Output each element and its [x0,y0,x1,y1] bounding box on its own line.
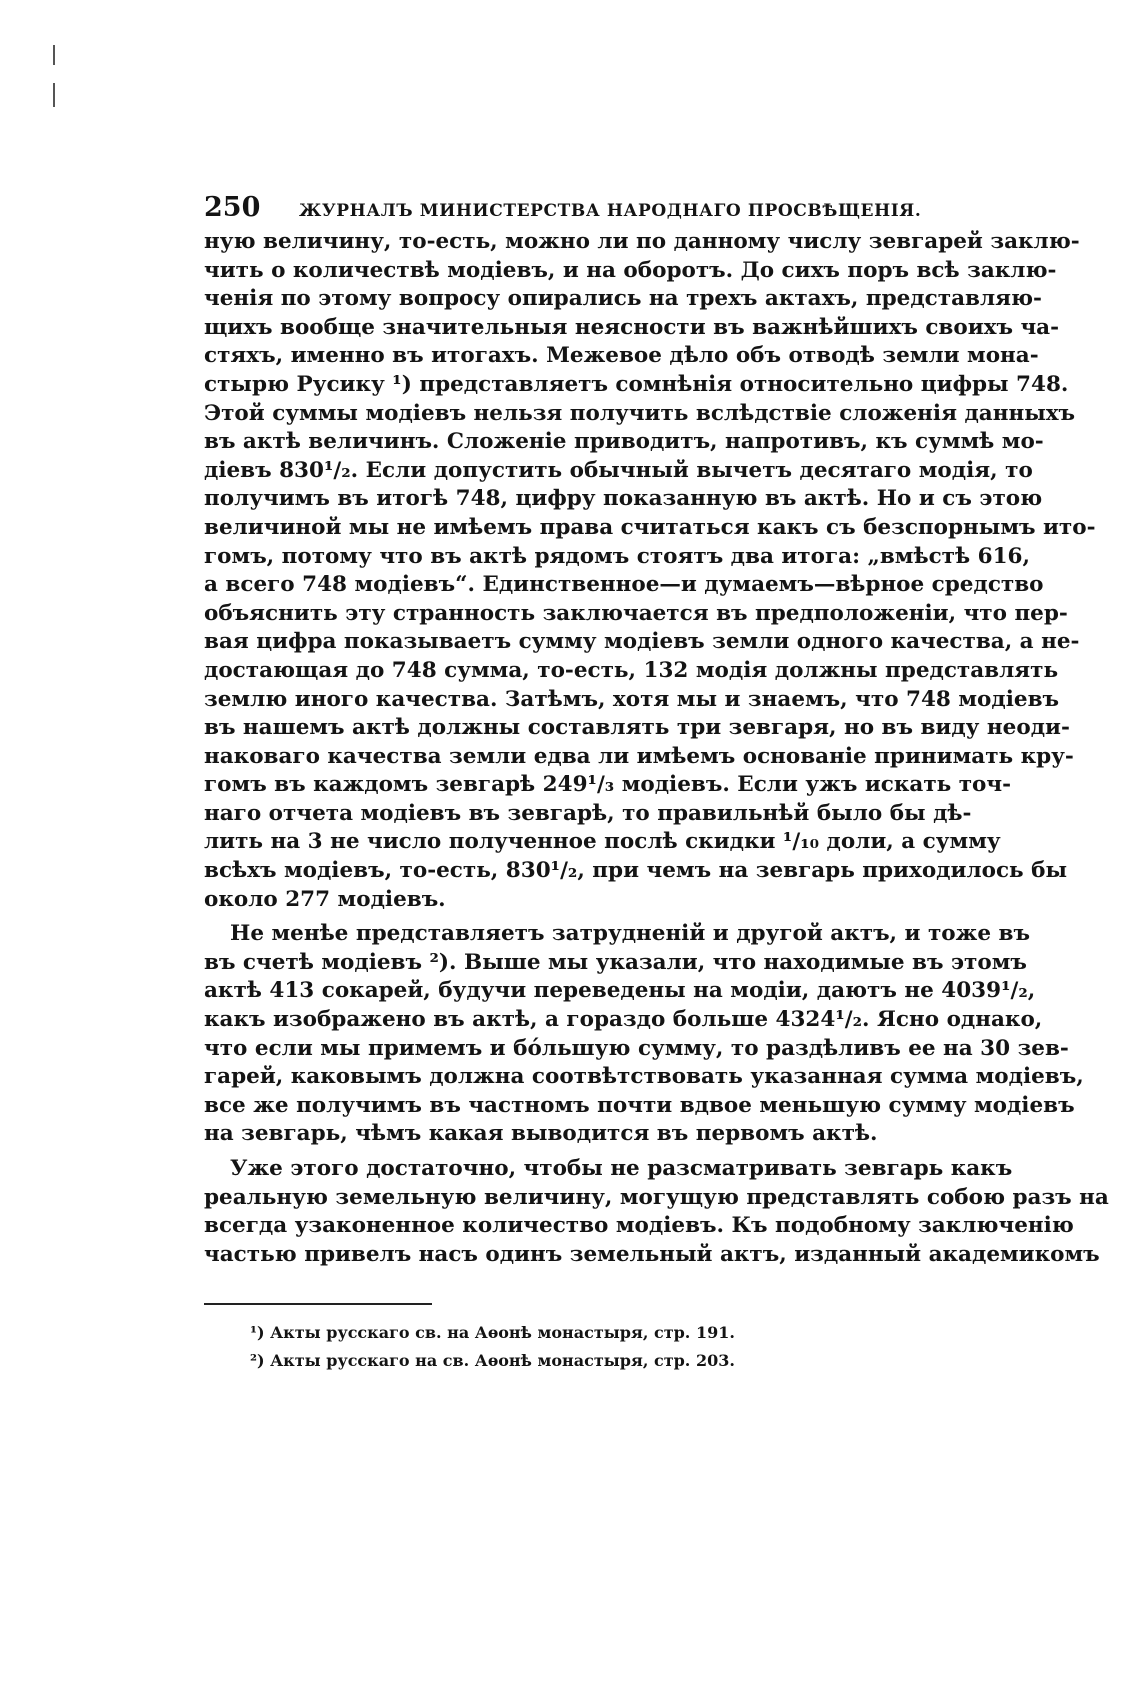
footnote-2: ²) Акты русскаго на св. Аѳонѣ монастыря, стр. 203. [250,1351,735,1371]
running-header [204,192,964,228]
page-number: 250 [204,192,261,223]
text-line: чить о количествѣ модіевъ, и на оборотъ. До сихъ поръ всѣ заклю- [204,257,1057,283]
text-line: лить на 3 не число полученное послѣ скидки ¹/₁₀ доли, а сумму [204,829,1001,855]
text-line: Этой суммы модіевъ нельзя получить вслѣдствіе сложенія данныхъ [204,400,1076,426]
scan-margin-marks [53,45,55,125]
text-line: всѣхъ модіевъ, то-есть, 830¹/₂, при чемъ на зевгарь приходилось бы [204,858,1068,884]
text-line: достающая до 748 сумма, то-есть, 132 модія должны представлять [204,657,1059,683]
paragraph-1 [204,228,1096,914]
text-line: всегда узаконенное количество модіевъ. Къ подобному заключенію [204,1213,1074,1239]
text-line: что если мы примемъ и бо́льшую сумму, то раздѣливъ ее на 30 зев- [204,1035,1069,1061]
text-line: въ актѣ величинъ. Сложеніе приводитъ, напротивъ, къ суммѣ мо- [204,429,1044,455]
body-text [204,228,1109,1269]
text-line: а всего 748 модіевъ“. Единственное—и думаемъ—вѣрное средство [204,572,1044,598]
text-line: какъ изображено въ актѣ, а гораздо больше 4324¹/₂. Ясно однако, [204,1007,1043,1033]
journal-title: ЖУРНАЛЪ МИНИСТЕРСТВА НАРОДНАГО ПРОСВѢЩЕНІЯ. [299,201,922,221]
text-line: около 277 модіевъ. [204,886,446,912]
document-page [204,192,1109,1375]
text-line: частью привелъ насъ одинъ земельный актъ, изданный академикомъ [204,1241,1100,1267]
text-line: вая цифра показываетъ сумму модіевъ земли одного качества, а не- [204,629,1080,655]
text-line: получимъ въ итогѣ 748, цифру показанную въ актѣ. Но и съ этою [204,486,1043,512]
text-line: ную величину, то-есть, можно ли по данному числу зевгарей заклю- [204,229,1080,254]
text-line: ченія по этому вопросу опирались на трехъ актахъ, представляю- [204,286,1042,312]
text-line: величиной мы не имѣемъ права считаться какъ съ безспорнымъ ито- [204,514,1096,540]
text-line: діевъ 830¹/₂. Если допустить обычный вычетъ десятаго модія, то [204,457,1033,483]
footnotes [204,1319,964,1375]
text-line: гомъ, потому что въ актѣ рядомъ стоятъ два итога: „вмѣстѣ 616, [204,543,1030,569]
text-line: стяхъ, именно въ итогахъ. Межевое дѣло объ отводѣ земли мона- [204,343,1039,369]
text-line: Не менѣе представляетъ затрудненій и другой актъ, и тоже въ [230,921,1030,947]
paragraph-2 [204,920,1084,1149]
text-line: землю иного качества. Затѣмъ, хотя мы и знаемъ, что 748 модіевъ [204,686,1060,712]
text-line: актѣ 413 сокарей, будучи переведены на модіи, даютъ не 4039¹/₂, [204,978,1036,1004]
text-line: въ нашемъ актѣ должны составлять три зевгаря, но въ виду неоди- [204,715,1070,741]
text-line: въ счетѣ модіевъ ²). Выше мы указали, что находимые въ этомъ [204,949,1027,975]
footnote-divider [204,1303,432,1305]
text-line: наго отчета модіевъ въ зевгарѣ, то правильнѣй было бы дѣ- [204,800,972,826]
text-line: на зевгарь, чѣмъ какая выводится въ первомъ актѣ. [204,1121,878,1147]
text-line: все же получимъ въ частномъ почти вдвое меньшую сумму модіевъ [204,1092,1075,1118]
text-line: наковаго качества земли едва ли имѣемъ основаніе принимать кру- [204,743,1074,769]
text-line: гомъ въ каждомъ зевгарѣ 249¹/₃ модіевъ. Если ужъ искать точ- [204,772,1012,798]
text-line: Уже этого достаточно, чтобы не разсматривать зевгарь какъ [230,1156,1013,1181]
text-line: реальную земельную величину, могущую представлять собою разъ на [204,1184,1109,1210]
text-line: объяснить эту странность заключается въ предположеніи, что пер- [204,600,1068,626]
footnote-1: ¹) Акты русскаго св. на Аѳонѣ монастыря, стр. 191. [250,1323,735,1343]
text-line: стырю Русику ¹) представляетъ сомнѣнія относительно цифры 748. [204,371,1069,397]
text-line: щихъ вообще значительныя неясности въ важнѣйшихъ своихъ ча- [204,314,1060,340]
text-line: гарей, каковымъ должна соотвѣтствовать указанная сумма модіевъ, [204,1064,1084,1090]
paragraph-3 [204,1155,1109,1269]
